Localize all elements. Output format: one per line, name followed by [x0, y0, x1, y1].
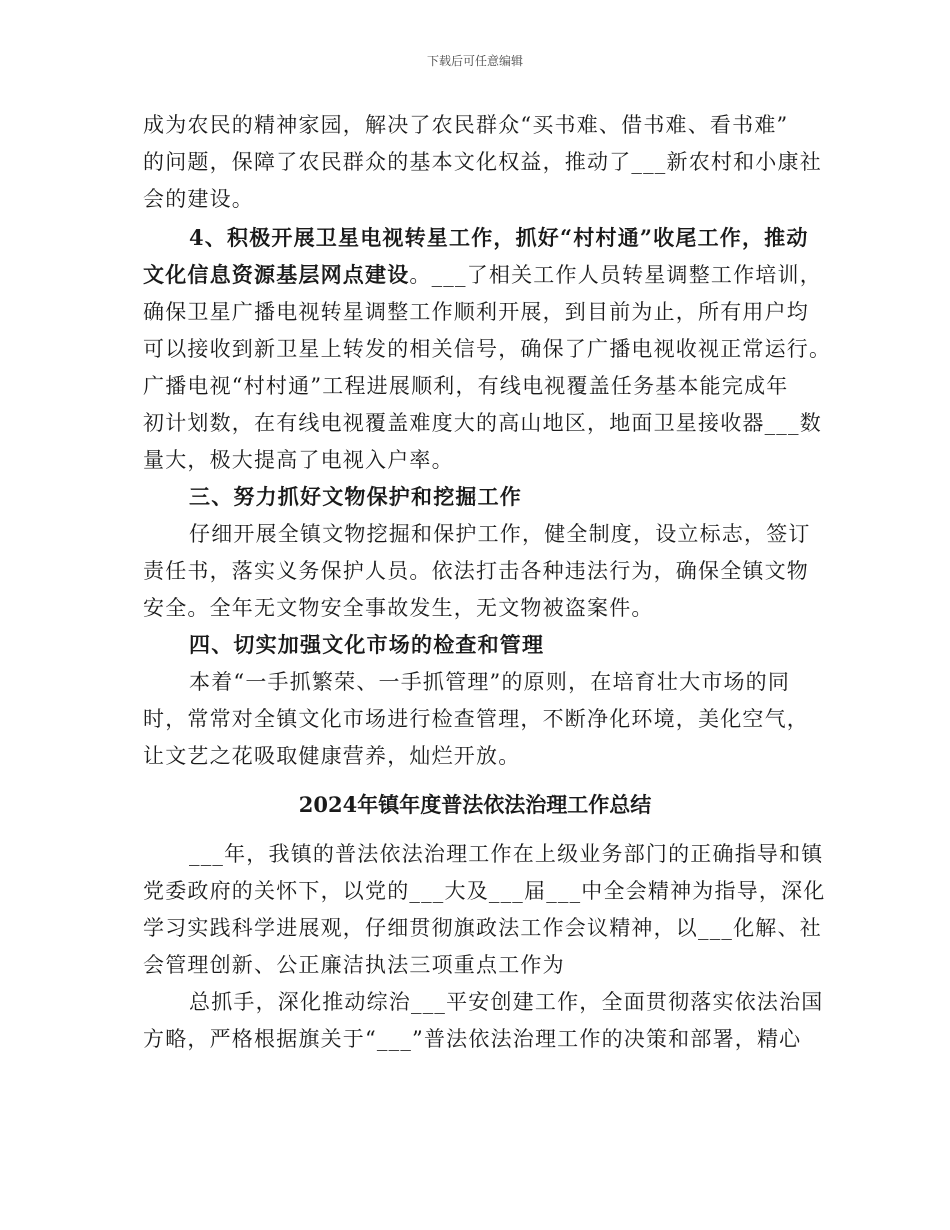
- paragraph-line: 方略，严格根据旗关于“___”普法依法治理工作的决策和部署，精心: [143, 1027, 802, 1051]
- paragraph-line: 仔细开展全镇文物挖掘和保护工作，健全制度，设立标志，签订: [189, 522, 811, 546]
- paragraph-line: 的问题，保障了农民群众的基本文化权益，推动了___新农村和小康社: [143, 150, 822, 174]
- paragraph-line: 学习实践科学进展观，仔细贯彻旗政法工作会议精神，以___化解、社: [143, 916, 822, 940]
- paragraph-line: 确保卫星广播电视转星调整工作顺利开展，到目前为止，所有用户均: [143, 300, 809, 324]
- paragraph-line: 党委政府的关怀下，以党的___大及___届___中全会精神为指导，深化: [143, 879, 826, 903]
- paragraph-line: 责任书，落实义务保护人员。依法打击各种违法行为，确保全镇文物: [143, 559, 809, 583]
- document-title: 2024年镇年度普法依法治理工作总结: [298, 792, 652, 817]
- paragraph-line: 量大，极大提高了电视入户率。: [143, 448, 454, 472]
- paragraph-line: 时，常常对全镇文化市场进行检查管理，不断净化环境，美化空气，: [143, 707, 809, 731]
- paragraph-line: 让文艺之花吸取健康营养，灿烂开放。: [143, 744, 521, 768]
- mixed-line: [143, 260, 822, 290]
- section-heading: 三、努力抓好文物保护和挖掘工作: [189, 484, 522, 509]
- paragraph-line: ___年，我镇的普法依法治理工作在上级业务部门的正确指导和镇: [189, 842, 824, 866]
- heading-line: 4、积极开展卫星电视转星工作，抓好“村村通”收尾工作，推动: [189, 225, 809, 250]
- paragraph-inline: 。___了相关工作人员转星调整工作培训，: [409, 263, 822, 287]
- paragraph-line: 可以接收到新卫星上转发的相关信号，确保了广播电视收视正常运行。: [143, 337, 832, 361]
- section-heading: 四、切实加强文化市场的检查和管理: [189, 632, 545, 657]
- paragraph-line: 安全。全年无文物安全事故发生，无文物被盗案件。: [143, 596, 654, 620]
- paragraph-line: 会的建设。: [143, 187, 254, 211]
- heading-inline: 文化信息资源基层网点建设: [143, 262, 410, 287]
- paragraph-line: 本着“一手抓繁荣、一手抓管理”的原则，在培育壮大市场的同: [189, 670, 791, 694]
- paragraph-line: 成为农民的精神家园，解决了农民群众“买书难、借书难、看书难”: [143, 113, 789, 137]
- paragraph-line: 广播电视“村村通”工程进展顺利，有线电视覆盖任务基本能完成年: [143, 374, 789, 398]
- paragraph-line: 初计划数，在有线电视覆盖难度大的高山地区，地面卫星接收器___数: [143, 411, 822, 435]
- paragraph-line: 总抓手，深化推动综治___平安创建工作，全面贯彻落实依法治国: [189, 990, 824, 1014]
- page-header: 下载后可任意编辑: [426, 54, 523, 68]
- paragraph-line: 会管理创新、公正廉洁执法三项重点工作为: [143, 953, 565, 977]
